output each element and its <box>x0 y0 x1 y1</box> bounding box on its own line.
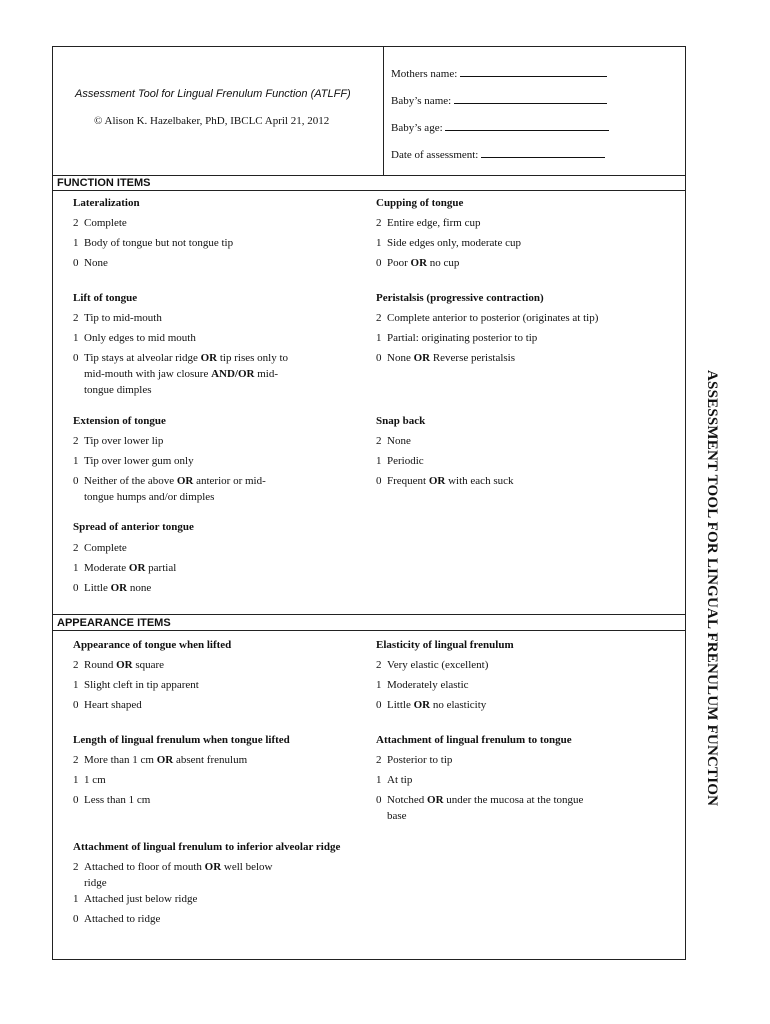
option-text: Partial: originating posterior to tip <box>387 332 538 344</box>
option-text <box>387 350 515 366</box>
header-divider <box>383 46 384 176</box>
text-part: no elasticity <box>430 699 487 711</box>
option-text: 1 cm <box>84 774 106 786</box>
option-score: 2 <box>73 659 79 671</box>
text-part: Notched <box>387 794 428 806</box>
option-score: 0 <box>376 475 382 487</box>
option-score: 1 <box>73 237 79 249</box>
option-score: 0 <box>376 699 382 711</box>
option-text: At tip <box>387 774 413 786</box>
option-score: 1 <box>376 455 382 467</box>
option-score: 2 <box>376 435 382 447</box>
option-score: 2 <box>376 659 382 671</box>
option-text-line-3: tongue dimples <box>84 384 152 396</box>
option-score: 0 <box>73 352 79 364</box>
option-text: Complete <box>84 217 127 229</box>
option-score: 2 <box>376 754 382 766</box>
option-text: Less than 1 cm <box>84 794 151 806</box>
text-part: partial <box>145 562 177 574</box>
or-keyword: OR <box>413 352 431 364</box>
babys-name-label: Baby’s name: <box>391 95 452 107</box>
or-keyword: OR <box>413 699 431 711</box>
or-keyword: OR <box>428 475 446 487</box>
option-text: None <box>84 257 108 269</box>
mothers-name-line[interactable] <box>460 66 607 77</box>
option-text: Only edges to mid mouth <box>84 332 196 344</box>
or-keyword: OR <box>204 861 222 873</box>
option-score: 0 <box>73 913 79 925</box>
lift-title: Lift of tongue <box>73 292 138 304</box>
option-score: 0 <box>73 699 79 711</box>
option-score: 0 <box>73 582 79 594</box>
or-keyword: OR <box>427 794 444 806</box>
option-score: 2 <box>73 861 79 873</box>
text-part: mid- <box>254 368 279 380</box>
or-keyword: OR <box>116 659 133 671</box>
option-text <box>387 473 513 489</box>
or-keyword: OR <box>156 754 174 766</box>
text-part: absent frenulum <box>173 754 248 766</box>
option-text-line-1 <box>84 473 266 489</box>
text-part: Reverse peristalsis <box>430 352 516 364</box>
babys-name-field[interactable] <box>391 93 607 108</box>
option-text <box>387 697 486 713</box>
text-part: More than 1 cm <box>84 754 157 766</box>
babys-age-line[interactable] <box>445 120 609 131</box>
option-score: 2 <box>376 217 382 229</box>
option-score: 2 <box>73 312 79 324</box>
option-text: Tip over lower lip <box>84 435 164 447</box>
text-part: none <box>127 582 152 594</box>
option-text: Entire edge, firm cup <box>387 217 481 229</box>
text-part: Attached to floor of mouth <box>84 861 205 873</box>
attach-tongue-title: Attachment of lingual frenulum to tongue <box>376 734 572 746</box>
text-part: square <box>132 659 165 671</box>
or-keyword: OR <box>128 562 146 574</box>
option-score: 2 <box>73 217 79 229</box>
text-part: Neither of the above <box>84 475 177 487</box>
option-text: Complete anterior to posterior (originates at tip) <box>387 312 599 324</box>
text-part: well below <box>221 861 273 873</box>
date-of-assessment-field[interactable] <box>391 147 605 162</box>
babys-name-line[interactable] <box>454 93 607 104</box>
option-score: 2 <box>376 312 382 324</box>
option-score: 0 <box>73 794 79 806</box>
option-text <box>84 560 176 576</box>
form-title: Assessment Tool for Lingual Frenulum Function (ATLFF) <box>75 88 351 100</box>
option-text-line-1 <box>84 350 288 366</box>
babys-age-field[interactable] <box>391 120 609 135</box>
text-part: under the mucosa at the tongue <box>443 794 584 806</box>
lateralization-title: Lateralization <box>73 197 140 209</box>
option-score: 0 <box>376 257 382 269</box>
option-text-line-1 <box>84 859 273 875</box>
cupping-title: Cupping of tongue <box>376 197 464 209</box>
option-text <box>387 255 459 271</box>
option-text <box>84 657 164 673</box>
appearance-heading-rule <box>52 630 686 631</box>
option-text-line-2: tongue humps and/or dimples <box>84 491 215 503</box>
text-part: mid-mouth with jaw closure <box>84 368 212 380</box>
option-score: 2 <box>73 754 79 766</box>
option-text: Posterior to tip <box>387 754 453 766</box>
peristalsis-title: Peristalsis (progressive contraction) <box>376 292 544 304</box>
option-text-line-1 <box>387 792 583 808</box>
date-of-assessment-line[interactable] <box>481 147 605 158</box>
text-part: Little <box>387 699 414 711</box>
author-credit: © Alison K. Hazelbaker, PhD, IBCLC April 21, 2012 <box>94 115 330 127</box>
option-text: Heart shaped <box>84 699 142 711</box>
mothers-name-label: Mothers name: <box>391 68 458 80</box>
option-text: Periodic <box>387 455 424 467</box>
or-keyword: OR <box>200 352 218 364</box>
header-bottom-rule <box>52 175 686 176</box>
elasticity-title: Elasticity of lingual frenulum <box>376 639 514 651</box>
mothers-name-field[interactable] <box>391 66 607 81</box>
option-score: 0 <box>376 794 382 806</box>
length-title: Length of lingual frenulum when tongue lifted <box>73 734 290 746</box>
option-score: 0 <box>73 257 79 269</box>
text-part: None <box>387 352 414 364</box>
text-part: no cup <box>427 257 460 269</box>
or-keyword: OR <box>176 475 194 487</box>
function-items-heading: FUNCTION ITEMS <box>57 177 151 189</box>
option-score: 1 <box>376 774 382 786</box>
function-heading-rule <box>52 190 686 191</box>
option-score: 2 <box>73 435 79 447</box>
text-part: Moderate <box>84 562 129 574</box>
attach-ridge-title: Attachment of lingual frenulum to inferior alveolar ridge <box>73 841 341 853</box>
option-score: 1 <box>73 332 79 344</box>
option-text: Attached to ridge <box>84 913 161 925</box>
side-title <box>698 370 722 807</box>
text-part: tip rises only to <box>217 352 288 364</box>
option-text: Moderately elastic <box>387 679 469 691</box>
or-keyword: OR <box>410 257 428 269</box>
option-text: Complete <box>84 542 127 554</box>
text-part: Little <box>84 582 111 594</box>
option-text-line-2: ridge <box>84 877 107 889</box>
appearance-title: Appearance of tongue when lifted <box>73 639 232 651</box>
option-text: Tip over lower gum only <box>84 455 194 467</box>
option-score: 1 <box>376 679 382 691</box>
text-part: anterior or mid- <box>193 475 266 487</box>
spread-title: Spread of anterior tongue <box>73 521 194 533</box>
option-text: Tip to mid-mouth <box>84 312 162 324</box>
babys-age-label: Baby’s age: <box>391 122 443 134</box>
option-text: Very elastic (excellent) <box>387 659 489 671</box>
option-text: Attached just below ridge <box>84 893 198 905</box>
option-score: 1 <box>376 332 382 344</box>
appearance-top-rule <box>52 614 686 615</box>
option-text <box>84 752 247 768</box>
option-score: 1 <box>73 893 79 905</box>
option-text <box>84 580 151 596</box>
option-text-line-2: base <box>387 810 407 822</box>
option-text: None <box>387 435 411 447</box>
option-score: 0 <box>376 352 382 364</box>
option-text: Body of tongue but not tongue tip <box>84 237 234 249</box>
snap-back-title: Snap back <box>376 415 426 427</box>
text-part: Round <box>84 659 117 671</box>
option-score: 0 <box>73 475 79 487</box>
option-score: 1 <box>73 774 79 786</box>
text-part: with each suck <box>445 475 514 487</box>
option-score: 1 <box>73 455 79 467</box>
option-text: Side edges only, moderate cup <box>387 237 521 249</box>
appearance-items-heading: APPEARANCE ITEMS <box>57 617 171 629</box>
text-part: Poor <box>387 257 411 269</box>
option-score: 2 <box>73 542 79 554</box>
or-keyword: OR <box>110 582 128 594</box>
text-part: Tip stays at alveolar ridge <box>84 352 201 364</box>
option-text-line-2 <box>84 366 278 382</box>
option-text: Slight cleft in tip apparent <box>84 679 199 691</box>
option-score: 1 <box>73 679 79 691</box>
and-or-keyword: AND/OR <box>211 368 255 380</box>
extension-title: Extension of tongue <box>73 415 166 427</box>
option-score: 1 <box>376 237 382 249</box>
side-title-text: ASSESSMENT TOOL FOR LINGUAL FRENULUM FUNCTION <box>704 370 720 807</box>
date-of-assessment-label: Date of assessment: <box>391 149 479 161</box>
text-part: Frequent <box>387 475 429 487</box>
option-score: 1 <box>73 562 79 574</box>
